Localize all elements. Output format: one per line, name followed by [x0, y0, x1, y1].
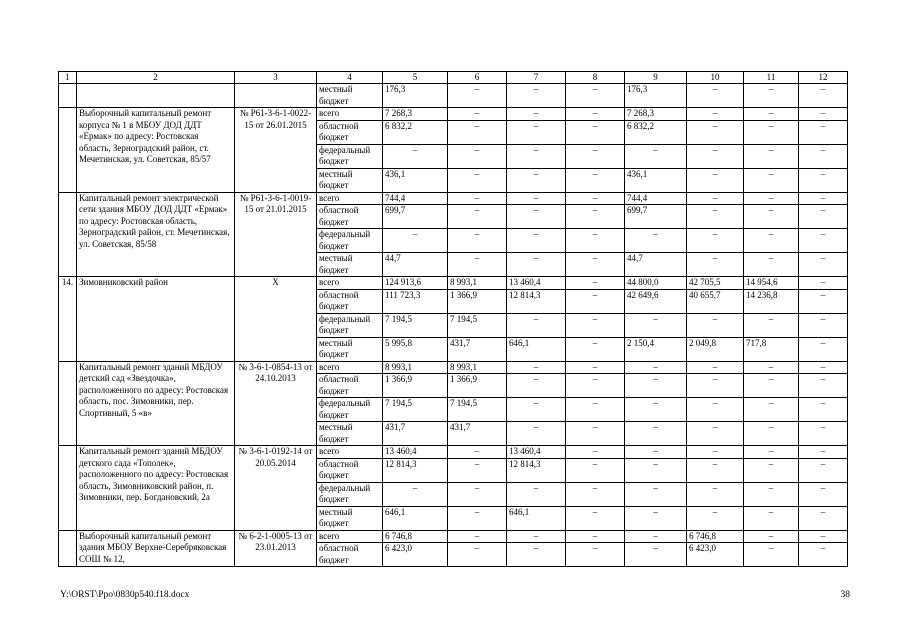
amount-cell: –: [448, 120, 507, 144]
amount-cell: –: [744, 398, 799, 422]
object-name: Зимовниковский район: [77, 277, 235, 362]
amount-cell: –: [566, 277, 625, 290]
budget-source: федеральный бюджет: [317, 398, 383, 422]
amount-cell: –: [744, 446, 799, 459]
budget-table: [58, 71, 848, 567]
column-number: 9: [625, 72, 687, 84]
amount-cell: 8 993,1: [448, 361, 507, 374]
amount-cell: –: [687, 205, 744, 229]
amount-cell: 176,3: [383, 84, 448, 108]
amount-cell: –: [566, 168, 625, 192]
amount-cell: 431,7: [383, 422, 448, 446]
amount-cell: –: [625, 313, 687, 337]
amount-cell: –: [566, 398, 625, 422]
amount-cell: 42 705,5: [687, 277, 744, 290]
row-number: [59, 108, 77, 193]
amount-cell: –: [448, 229, 507, 253]
amount-cell: –: [799, 229, 848, 253]
amount-cell: –: [625, 446, 687, 459]
amount-cell: 744,4: [383, 192, 448, 205]
budget-source: всего: [317, 446, 383, 459]
column-number: 5: [383, 72, 448, 84]
amount-cell: –: [507, 374, 566, 398]
amount-cell: –: [744, 506, 799, 530]
amount-cell: –: [799, 120, 848, 144]
amount-cell: –: [566, 229, 625, 253]
budget-source: областной бюджет: [317, 205, 383, 229]
amount-cell: –: [625, 144, 687, 168]
amount-cell: –: [507, 144, 566, 168]
amount-cell: 44,7: [383, 253, 448, 277]
amount-cell: –: [507, 253, 566, 277]
row-number: [59, 446, 77, 531]
amount-cell: –: [687, 253, 744, 277]
amount-cell: –: [744, 313, 799, 337]
column-number: 1: [59, 72, 77, 84]
amount-cell: 2 049,8: [687, 337, 744, 361]
amount-cell: –: [744, 168, 799, 192]
amount-cell: 6 423,0: [687, 543, 744, 567]
amount-cell: 12 814,3: [507, 458, 566, 482]
column-number: 4: [317, 72, 383, 84]
amount-cell: –: [383, 229, 448, 253]
amount-cell: –: [507, 313, 566, 337]
amount-cell: –: [687, 361, 744, 374]
amount-cell: –: [799, 543, 848, 567]
amount-cell: 44 800,0: [625, 277, 687, 290]
amount-cell: 7 194,5: [383, 398, 448, 422]
amount-cell: 8 993,1: [383, 361, 448, 374]
amount-cell: 42 649,6: [625, 289, 687, 313]
amount-cell: 5 995,8: [383, 337, 448, 361]
budget-source: местный бюджет: [317, 84, 383, 108]
amount-cell: –: [566, 530, 625, 543]
amount-cell: 111 723,3: [383, 289, 448, 313]
amount-cell: –: [744, 458, 799, 482]
object-name: Капитальный ремонт зданий МБДОУ детский сад «Звездочка», расположенного по адресу: Ростовская область, пос. Зимовники, пер. Спортивный, 5 «в»: [77, 361, 235, 446]
amount-cell: –: [507, 422, 566, 446]
budget-source: всего: [317, 108, 383, 121]
amount-cell: –: [799, 253, 848, 277]
row-number: [59, 361, 77, 446]
amount-cell: 717,8: [744, 337, 799, 361]
amount-cell: –: [687, 422, 744, 446]
amount-cell: –: [448, 530, 507, 543]
budget-source: областной бюджет: [317, 289, 383, 313]
amount-cell: –: [448, 446, 507, 459]
amount-cell: –: [566, 108, 625, 121]
amount-cell: –: [744, 120, 799, 144]
amount-cell: –: [448, 205, 507, 229]
amount-cell: –: [744, 84, 799, 108]
column-number: 10: [687, 72, 744, 84]
amount-cell: –: [687, 84, 744, 108]
budget-source: местный бюджет: [317, 337, 383, 361]
amount-cell: –: [566, 144, 625, 168]
table-row: [59, 108, 848, 121]
document-number: Х: [235, 277, 317, 362]
budget-source: местный бюджет: [317, 168, 383, 192]
amount-cell: –: [687, 192, 744, 205]
amount-cell: –: [799, 168, 848, 192]
amount-cell: –: [799, 361, 848, 374]
budget-source: местный бюджет: [317, 253, 383, 277]
amount-cell: –: [448, 108, 507, 121]
amount-cell: 6 832,2: [625, 120, 687, 144]
amount-cell: –: [566, 482, 625, 506]
amount-cell: –: [799, 192, 848, 205]
object-name: Выборочный капитальный ремонт здания МБОУ Верхне-Серебряковская СОШ № 12,: [77, 530, 235, 567]
amount-cell: –: [448, 506, 507, 530]
amount-cell: –: [507, 398, 566, 422]
amount-cell: –: [625, 458, 687, 482]
table-row: [59, 192, 848, 205]
amount-cell: –: [687, 168, 744, 192]
amount-cell: –: [625, 398, 687, 422]
amount-cell: –: [744, 192, 799, 205]
object-name: [77, 84, 235, 108]
amount-cell: 699,7: [383, 205, 448, 229]
amount-cell: –: [799, 422, 848, 446]
amount-cell: 6 746,8: [687, 530, 744, 543]
budget-source: федеральный бюджет: [317, 482, 383, 506]
budget-source: всего: [317, 192, 383, 205]
amount-cell: 436,1: [625, 168, 687, 192]
amount-cell: 431,7: [448, 337, 507, 361]
amount-cell: 13 460,4: [383, 446, 448, 459]
amount-cell: –: [625, 229, 687, 253]
amount-cell: –: [799, 374, 848, 398]
amount-cell: –: [799, 446, 848, 459]
budget-source: областной бюджет: [317, 374, 383, 398]
amount-cell: –: [566, 446, 625, 459]
amount-cell: 646,1: [507, 337, 566, 361]
budget-source: местный бюджет: [317, 506, 383, 530]
column-number: 11: [744, 72, 799, 84]
budget-source: всего: [317, 530, 383, 543]
amount-cell: 14 954,6: [744, 277, 799, 290]
row-number: [59, 84, 77, 108]
budget-source: областной бюджет: [317, 458, 383, 482]
amount-cell: –: [507, 192, 566, 205]
budget-source: федеральный бюджет: [317, 229, 383, 253]
amount-cell: –: [744, 205, 799, 229]
amount-cell: –: [799, 313, 848, 337]
amount-cell: –: [687, 144, 744, 168]
amount-cell: –: [507, 530, 566, 543]
budget-source: федеральный бюджет: [317, 313, 383, 337]
amount-cell: 6 746,8: [383, 530, 448, 543]
column-number: 8: [566, 72, 625, 84]
column-number: 7: [507, 72, 566, 84]
amount-cell: –: [566, 253, 625, 277]
amount-cell: –: [799, 506, 848, 530]
amount-cell: 8 993,1: [448, 277, 507, 290]
amount-cell: 14 236,8: [744, 289, 799, 313]
amount-cell: –: [799, 205, 848, 229]
amount-cell: 1 366,9: [383, 374, 448, 398]
amount-cell: –: [744, 422, 799, 446]
document-number: № Р61-3-6-1-0022-15 от 26.01.2015: [235, 108, 317, 193]
amount-cell: –: [744, 482, 799, 506]
amount-cell: –: [799, 84, 848, 108]
document-number: № 3-6-1-0854-13 от 24.10.2013: [235, 361, 317, 446]
amount-cell: 436,1: [383, 168, 448, 192]
row-number: 14.: [59, 277, 77, 362]
amount-cell: –: [744, 374, 799, 398]
amount-cell: –: [566, 506, 625, 530]
column-number: 6: [448, 72, 507, 84]
amount-cell: 13 460,4: [507, 277, 566, 290]
amount-cell: 6 423,0: [383, 543, 448, 567]
amount-cell: 2 150,4: [625, 337, 687, 361]
amount-cell: –: [566, 120, 625, 144]
table-body: [59, 84, 848, 567]
amount-cell: –: [799, 337, 848, 361]
amount-cell: –: [625, 530, 687, 543]
budget-source: федеральный бюджет: [317, 144, 383, 168]
amount-cell: 646,1: [383, 506, 448, 530]
amount-cell: 646,1: [507, 506, 566, 530]
budget-source: всего: [317, 361, 383, 374]
amount-cell: –: [566, 543, 625, 567]
amount-cell: 7 194,5: [448, 313, 507, 337]
amount-cell: 12 814,3: [507, 289, 566, 313]
amount-cell: –: [687, 446, 744, 459]
amount-cell: –: [507, 361, 566, 374]
amount-cell: 1 366,9: [448, 374, 507, 398]
amount-cell: –: [566, 361, 625, 374]
row-number: [59, 192, 77, 277]
amount-cell: 431,7: [448, 422, 507, 446]
amount-cell: 1 366,9: [448, 289, 507, 313]
amount-cell: –: [566, 337, 625, 361]
amount-cell: 7 194,5: [448, 398, 507, 422]
column-number-row: [59, 72, 848, 84]
amount-cell: –: [448, 168, 507, 192]
amount-cell: –: [566, 205, 625, 229]
amount-cell: –: [687, 506, 744, 530]
table-row: [59, 446, 848, 459]
amount-cell: –: [383, 144, 448, 168]
amount-cell: –: [799, 458, 848, 482]
amount-cell: –: [507, 482, 566, 506]
amount-cell: –: [744, 361, 799, 374]
budget-source: всего: [317, 277, 383, 290]
amount-cell: 7 268,3: [625, 108, 687, 121]
budget-source: областной бюджет: [317, 120, 383, 144]
document-number: № Р61-3-6-1-0019-15 от 21.01.2015: [235, 192, 317, 277]
amount-cell: –: [448, 144, 507, 168]
amount-cell: –: [744, 108, 799, 121]
amount-cell: –: [566, 458, 625, 482]
amount-cell: –: [799, 289, 848, 313]
amount-cell: –: [799, 108, 848, 121]
page-number: 38: [840, 590, 850, 600]
amount-cell: –: [566, 422, 625, 446]
table-row: [59, 361, 848, 374]
amount-cell: 7 268,3: [383, 108, 448, 121]
amount-cell: 12 814,3: [383, 458, 448, 482]
amount-cell: –: [625, 361, 687, 374]
column-number: 12: [799, 72, 848, 84]
amount-cell: –: [448, 458, 507, 482]
budget-source: областной бюджет: [317, 543, 383, 567]
amount-cell: –: [448, 192, 507, 205]
object-name: Выборочный капитальный ремонт корпуса № 1 в МБОУ ДОД ДДТ «Ермак» по адресу: Ростовская область, Зерноградский район, ст. Мечетинская, ул. Советская, 85/57: [77, 108, 235, 193]
amount-cell: 13 460,4: [507, 446, 566, 459]
amount-cell: –: [566, 192, 625, 205]
amount-cell: –: [507, 84, 566, 108]
budget-source: местный бюджет: [317, 422, 383, 446]
amount-cell: 699,7: [625, 205, 687, 229]
table-row: [59, 530, 848, 543]
amount-cell: –: [687, 229, 744, 253]
amount-cell: –: [566, 374, 625, 398]
amount-cell: –: [507, 205, 566, 229]
amount-cell: –: [507, 108, 566, 121]
amount-cell: –: [687, 313, 744, 337]
amount-cell: –: [687, 458, 744, 482]
table-row: [59, 277, 848, 290]
amount-cell: –: [625, 506, 687, 530]
amount-cell: –: [507, 120, 566, 144]
amount-cell: 44,7: [625, 253, 687, 277]
amount-cell: –: [799, 482, 848, 506]
amount-cell: –: [687, 120, 744, 144]
document-number: № 3-6-1-0192-14 от 20.05.2014: [235, 446, 317, 531]
amount-cell: –: [799, 277, 848, 290]
file-path: Y:\ORST\Ppo\0830p540.f18.docx: [60, 590, 190, 600]
amount-cell: –: [744, 229, 799, 253]
object-name: Капитальный ремонт электрической сети здания МБОУ ДОД ДДТ «Ермак» по адресу: Ростовская область, Зерноградский район, ст. Мечетинская, ул. Советская, 85/58: [77, 192, 235, 277]
amount-cell: –: [448, 543, 507, 567]
amount-cell: –: [799, 530, 848, 543]
column-number: 2: [77, 72, 235, 84]
amount-cell: 6 832,2: [383, 120, 448, 144]
document-number: № 6-2-1-0005-13 от 23.01.2013: [235, 530, 317, 567]
amount-cell: –: [687, 482, 744, 506]
amount-cell: –: [448, 482, 507, 506]
object-name: Капитальный ремонт зданий МБДОУ детского сада «Тополек», расположенного по адресу: Ростовская область, Зимовниковский район, п. Зимовники, пер. Богдановский, 2а: [77, 446, 235, 531]
amount-cell: –: [507, 168, 566, 192]
amount-cell: 124 913,6: [383, 277, 448, 290]
amount-cell: –: [566, 289, 625, 313]
amount-cell: –: [687, 398, 744, 422]
amount-cell: –: [566, 84, 625, 108]
amount-cell: 176,3: [625, 84, 687, 108]
amount-cell: –: [799, 144, 848, 168]
amount-cell: –: [625, 374, 687, 398]
amount-cell: –: [744, 253, 799, 277]
amount-cell: 744,4: [625, 192, 687, 205]
amount-cell: –: [744, 543, 799, 567]
amount-cell: –: [625, 543, 687, 567]
amount-cell: –: [383, 482, 448, 506]
amount-cell: 7 194,5: [383, 313, 448, 337]
amount-cell: –: [687, 374, 744, 398]
amount-cell: –: [507, 543, 566, 567]
document-number: [235, 84, 317, 108]
amount-cell: –: [687, 108, 744, 121]
amount-cell: –: [799, 398, 848, 422]
table-row: [59, 84, 848, 108]
row-number: [59, 530, 77, 567]
amount-cell: –: [507, 229, 566, 253]
amount-cell: –: [448, 253, 507, 277]
amount-cell: –: [566, 313, 625, 337]
amount-cell: –: [448, 84, 507, 108]
column-number: 3: [235, 72, 317, 84]
amount-cell: –: [625, 482, 687, 506]
amount-cell: –: [744, 144, 799, 168]
amount-cell: 40 655,7: [687, 289, 744, 313]
amount-cell: –: [744, 530, 799, 543]
amount-cell: –: [625, 422, 687, 446]
